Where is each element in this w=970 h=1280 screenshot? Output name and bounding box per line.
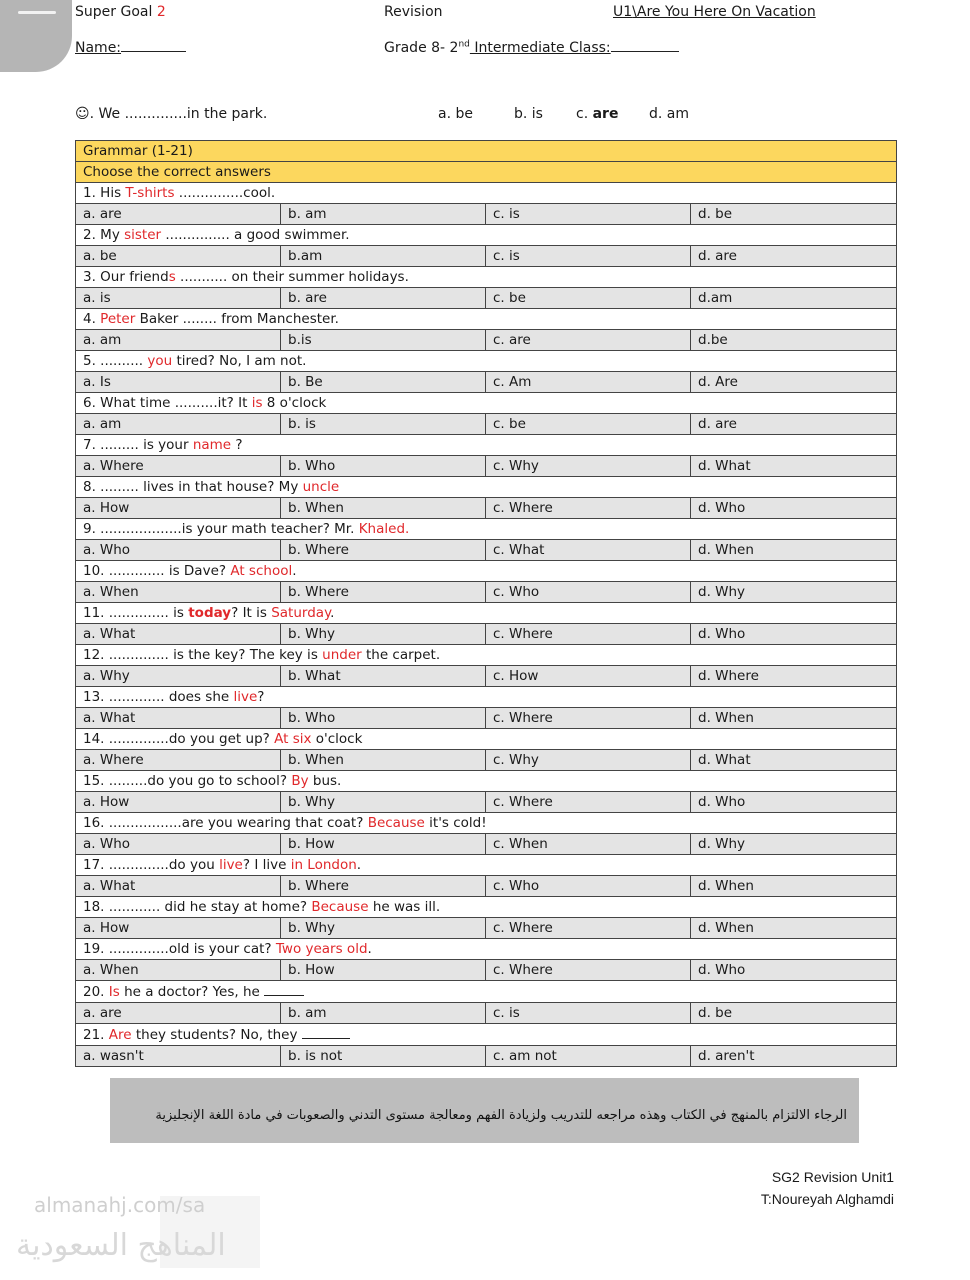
options-row xyxy=(76,540,897,561)
option-b[interactable]: b. Where xyxy=(281,540,486,561)
options-row xyxy=(76,582,897,603)
option-c[interactable]: c. is xyxy=(486,1003,691,1024)
watermark-url: almanahj.com/sa xyxy=(34,1193,206,1217)
option-c[interactable]: c. Why xyxy=(486,456,691,477)
option-a[interactable]: a. Who xyxy=(76,540,281,561)
question-text: 19. ..............old is your cat? Two years old. xyxy=(76,939,897,960)
option-b[interactable]: b. Where xyxy=(281,876,486,897)
option-b[interactable]: b. Be xyxy=(281,372,486,393)
question-text: 11. .............. is today? It is Saturday. xyxy=(76,603,897,624)
arabic-note-text: الرجاء الالتزام بالمنهج في الكتاب وهذه مراجعه للتدريب ولزيادة الفهم ومعالجة مستوى التدني والصعوبات في مادة اللغة الإنجليزية xyxy=(155,1108,847,1123)
option-d[interactable]: d. are xyxy=(691,414,897,435)
question-text: 21. Are they students? No, they xyxy=(76,1024,897,1046)
option-a[interactable]: a. Where xyxy=(76,456,281,477)
option-c[interactable]: c. Why xyxy=(486,750,691,771)
option-b[interactable]: b. Why xyxy=(281,792,486,813)
options-row xyxy=(76,414,897,435)
option-c[interactable]: c. Who xyxy=(486,582,691,603)
question-row xyxy=(76,477,897,498)
options-row xyxy=(76,246,897,267)
question-text: 13. ............. does she live? xyxy=(76,687,897,708)
option-b[interactable]: b. Who xyxy=(281,708,486,729)
option-c[interactable]: c. What xyxy=(486,540,691,561)
option-d[interactable]: d. Where xyxy=(691,666,897,687)
menu-overlay-button[interactable] xyxy=(0,0,72,72)
question-row xyxy=(76,771,897,792)
question-text: 8. ......... lives in that house? My uncle xyxy=(76,477,897,498)
option-d[interactable]: d. Who xyxy=(691,792,897,813)
options-row xyxy=(76,708,897,729)
option-a[interactable]: a. How xyxy=(76,792,281,813)
option-c[interactable]: c. am not xyxy=(486,1046,691,1067)
question-row xyxy=(76,393,897,414)
sample-option-a: a. be xyxy=(438,106,473,122)
options-row xyxy=(76,330,897,351)
option-d[interactable]: d. Who xyxy=(691,624,897,645)
options-row xyxy=(76,960,897,981)
question-row xyxy=(76,897,897,918)
options-row xyxy=(76,1003,897,1024)
option-c[interactable]: c. Where xyxy=(486,960,691,981)
option-b[interactable]: b. Why xyxy=(281,624,486,645)
question-text: 10. ............. is Dave? At school. xyxy=(76,561,897,582)
smiley-icon: ☺ xyxy=(75,106,90,122)
options-row xyxy=(76,834,897,855)
option-b[interactable]: b. am xyxy=(281,1003,486,1024)
option-c[interactable]: c. How xyxy=(486,666,691,687)
option-c[interactable]: c. Am xyxy=(486,372,691,393)
option-a[interactable]: a. How xyxy=(76,918,281,939)
option-c[interactable]: c. Where xyxy=(486,624,691,645)
option-d[interactable]: d.be xyxy=(691,330,897,351)
option-b[interactable]: b. Where xyxy=(281,582,486,603)
option-a[interactable]: a. are xyxy=(76,204,281,225)
question-row xyxy=(76,855,897,876)
option-b[interactable]: b. Who xyxy=(281,456,486,477)
question-row xyxy=(76,1024,897,1046)
option-a[interactable]: a. Is xyxy=(76,372,281,393)
question-text: 16. .................are you wearing that coat? Because it's cold! xyxy=(76,813,897,834)
sample-option-b: b. is xyxy=(514,106,543,122)
question-row xyxy=(76,729,897,750)
grade-class-field[interactable]: Grade 8- 2nd Intermediate Class: xyxy=(384,37,679,56)
option-b[interactable]: b. am xyxy=(281,204,486,225)
option-a[interactable]: a. What xyxy=(76,876,281,897)
options-row xyxy=(76,372,897,393)
question-text: 17. ..............do you live? I live in London. xyxy=(76,855,897,876)
options-row xyxy=(76,918,897,939)
question-text: 1. His T-shirts ...............cool. xyxy=(76,183,897,204)
options-row xyxy=(76,750,897,771)
question-text: 6. What time ..........it? It is 8 o'clock xyxy=(76,393,897,414)
question-text: 15. .........do you go to school? By bus. xyxy=(76,771,897,792)
option-b[interactable]: b. is xyxy=(281,414,486,435)
option-c[interactable]: c. be xyxy=(486,288,691,309)
question-text: 20. Is he a doctor? Yes, he xyxy=(76,981,897,1003)
option-d[interactable]: d. Why xyxy=(691,834,897,855)
question-row xyxy=(76,519,897,540)
options-row xyxy=(76,792,897,813)
option-d[interactable]: d.am xyxy=(691,288,897,309)
question-row xyxy=(76,435,897,456)
options-row xyxy=(76,288,897,309)
option-a[interactable]: a. Who xyxy=(76,834,281,855)
question-row xyxy=(76,687,897,708)
name-field[interactable]: Name: xyxy=(75,37,186,56)
option-d[interactable]: d. When xyxy=(691,918,897,939)
answer-blank[interactable] xyxy=(302,1024,350,1039)
option-d[interactable]: d. be xyxy=(691,1003,897,1024)
option-a[interactable]: a. is xyxy=(76,288,281,309)
question-text: 9. ...................is your math teacher? Mr. Khaled. xyxy=(76,519,897,540)
table-instruction: Choose the correct answers xyxy=(76,162,897,183)
question-row xyxy=(76,981,897,1003)
menu-icon xyxy=(18,11,56,14)
option-b[interactable]: b.am xyxy=(281,246,486,267)
option-c[interactable]: c. are xyxy=(486,330,691,351)
question-text: 2. My sister ............... a good swimmer. xyxy=(76,225,897,246)
book-level: 2 xyxy=(156,4,166,20)
question-text: 14. ..............do you get up? At six o'clock xyxy=(76,729,897,750)
option-a[interactable]: a. What xyxy=(76,708,281,729)
question-row xyxy=(76,813,897,834)
option-b[interactable]: b. How xyxy=(281,960,486,981)
question-row xyxy=(76,183,897,204)
option-b[interactable]: b. Why xyxy=(281,918,486,939)
option-d[interactable]: d. When xyxy=(691,876,897,897)
option-d[interactable]: d. What xyxy=(691,750,897,771)
question-text: 3. Our friends ........... on their summer holidays. xyxy=(76,267,897,288)
option-b[interactable]: b. is not xyxy=(281,1046,486,1067)
option-c[interactable]: c. When xyxy=(486,834,691,855)
footer-teacher: T:Noureyah Alghamdi xyxy=(760,1191,894,1207)
option-a[interactable]: a. What xyxy=(76,624,281,645)
question-text: 7. ......... is your name ? xyxy=(76,435,897,456)
sample-question: ☺. We ..............in the park. xyxy=(75,106,268,122)
table-title: Grammar (1-21) xyxy=(76,141,897,162)
option-a[interactable]: a. Why xyxy=(76,666,281,687)
footer-unit: SG2 Revision Unit1 xyxy=(771,1169,894,1185)
option-b[interactable]: b. When xyxy=(281,498,486,519)
question-text: 4. Peter Baker ........ from Manchester. xyxy=(76,309,897,330)
option-a[interactable]: a. How xyxy=(76,498,281,519)
option-a[interactable]: a. are xyxy=(76,1003,281,1024)
option-c[interactable]: c. Where xyxy=(486,708,691,729)
question-row xyxy=(76,603,897,624)
question-row xyxy=(76,309,897,330)
question-row xyxy=(76,939,897,960)
option-d[interactable]: d. Who xyxy=(691,960,897,981)
answer-blank[interactable] xyxy=(264,981,304,996)
watermark-arabic: المناهج السعودية xyxy=(16,1228,226,1263)
option-b[interactable]: b. What xyxy=(281,666,486,687)
options-row xyxy=(76,498,897,519)
option-d[interactable]: d. When xyxy=(691,540,897,561)
option-a[interactable]: a. wasn't xyxy=(76,1046,281,1067)
options-row xyxy=(76,876,897,897)
option-a[interactable]: a. Where xyxy=(76,750,281,771)
options-row xyxy=(76,456,897,477)
question-row xyxy=(76,351,897,372)
question-text: 5. .......... you tired? No, I am not. xyxy=(76,351,897,372)
option-d[interactable]: d. Why xyxy=(691,582,897,603)
options-row xyxy=(76,666,897,687)
option-a[interactable]: a. am xyxy=(76,414,281,435)
options-row xyxy=(76,624,897,645)
sample-option-c: c. are xyxy=(576,106,619,122)
option-b[interactable]: b. How xyxy=(281,834,486,855)
option-d[interactable]: d. be xyxy=(691,204,897,225)
question-row xyxy=(76,267,897,288)
option-c[interactable]: c. Who xyxy=(486,876,691,897)
option-b[interactable]: b.is xyxy=(281,330,486,351)
question-row xyxy=(76,561,897,582)
option-d[interactable]: d. aren't xyxy=(691,1046,897,1067)
revision-label: Revision xyxy=(384,4,443,20)
option-c[interactable]: c. be xyxy=(486,414,691,435)
question-row xyxy=(76,645,897,666)
option-c[interactable]: c. is xyxy=(486,204,691,225)
option-c[interactable]: c. Where xyxy=(486,792,691,813)
option-d[interactable]: d. When xyxy=(691,708,897,729)
question-row xyxy=(76,225,897,246)
option-d[interactable]: d. Are xyxy=(691,372,897,393)
option-c[interactable]: c. Where xyxy=(486,918,691,939)
option-d[interactable]: d. Who xyxy=(691,498,897,519)
grammar-table xyxy=(75,140,897,1067)
option-d[interactable]: d. are xyxy=(691,246,897,267)
sample-option-d: d. am xyxy=(649,106,690,122)
option-a[interactable]: a. be xyxy=(76,246,281,267)
question-text: 18. ............ did he stay at home? Because he was ill. xyxy=(76,897,897,918)
book-title: Super Goal 2 xyxy=(75,4,166,20)
options-row xyxy=(76,204,897,225)
option-a[interactable]: a. When xyxy=(76,960,281,981)
option-a[interactable]: a. When xyxy=(76,582,281,603)
option-c[interactable]: c. is xyxy=(486,246,691,267)
unit-title: U1\Are You Here On Vacation xyxy=(613,4,816,20)
arabic-note xyxy=(110,1078,859,1143)
option-b[interactable]: b. When xyxy=(281,750,486,771)
option-c[interactable]: c. Where xyxy=(486,498,691,519)
options-row xyxy=(76,1046,897,1067)
option-b[interactable]: b. are xyxy=(281,288,486,309)
option-a[interactable]: a. am xyxy=(76,330,281,351)
option-d[interactable]: d. What xyxy=(691,456,897,477)
question-text: 12. .............. is the key? The key is under the carpet. xyxy=(76,645,897,666)
